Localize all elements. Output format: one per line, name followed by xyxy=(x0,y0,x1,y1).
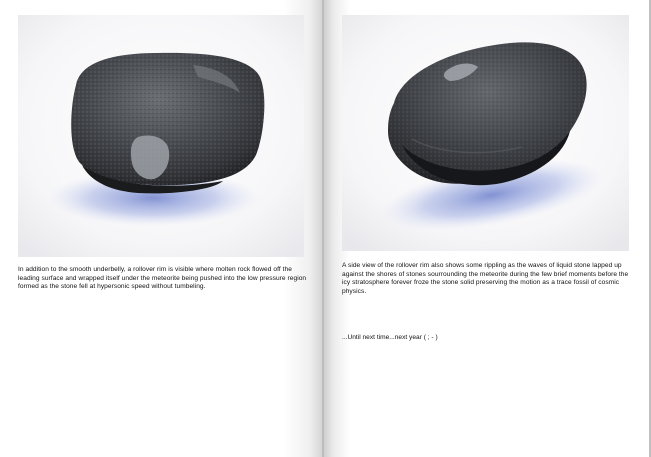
meteorite-underside-image xyxy=(18,15,304,257)
meteorite-underside-photo xyxy=(18,15,304,257)
left-page[interactable] xyxy=(0,0,322,457)
signoff-text: ...Until next time...next year ( ; - ) xyxy=(342,334,438,341)
meteorite-side-view-photo xyxy=(342,15,629,251)
right-caption: A side view of the rollover rim also shows some rippling as the waves of liquid stone lapped up against the shores of stones sourrounding the meteorite during the few brief moments before the icy stratosphere forever froze the stone solid preserving the motion as a trace fossil of cosmic physics. xyxy=(342,262,629,295)
left-caption: In addition to the smooth underbelly, a rollover rim is visible where molten rock flowed off the leading surface and wrapped itself under the meteorite being pushed into the low pressure region formed as the stone fell at hypersonic speed without tumbeling. xyxy=(18,266,307,291)
book-gutter xyxy=(322,0,324,457)
meteorite-side-view-image xyxy=(342,15,629,251)
right-page[interactable] xyxy=(324,0,651,457)
